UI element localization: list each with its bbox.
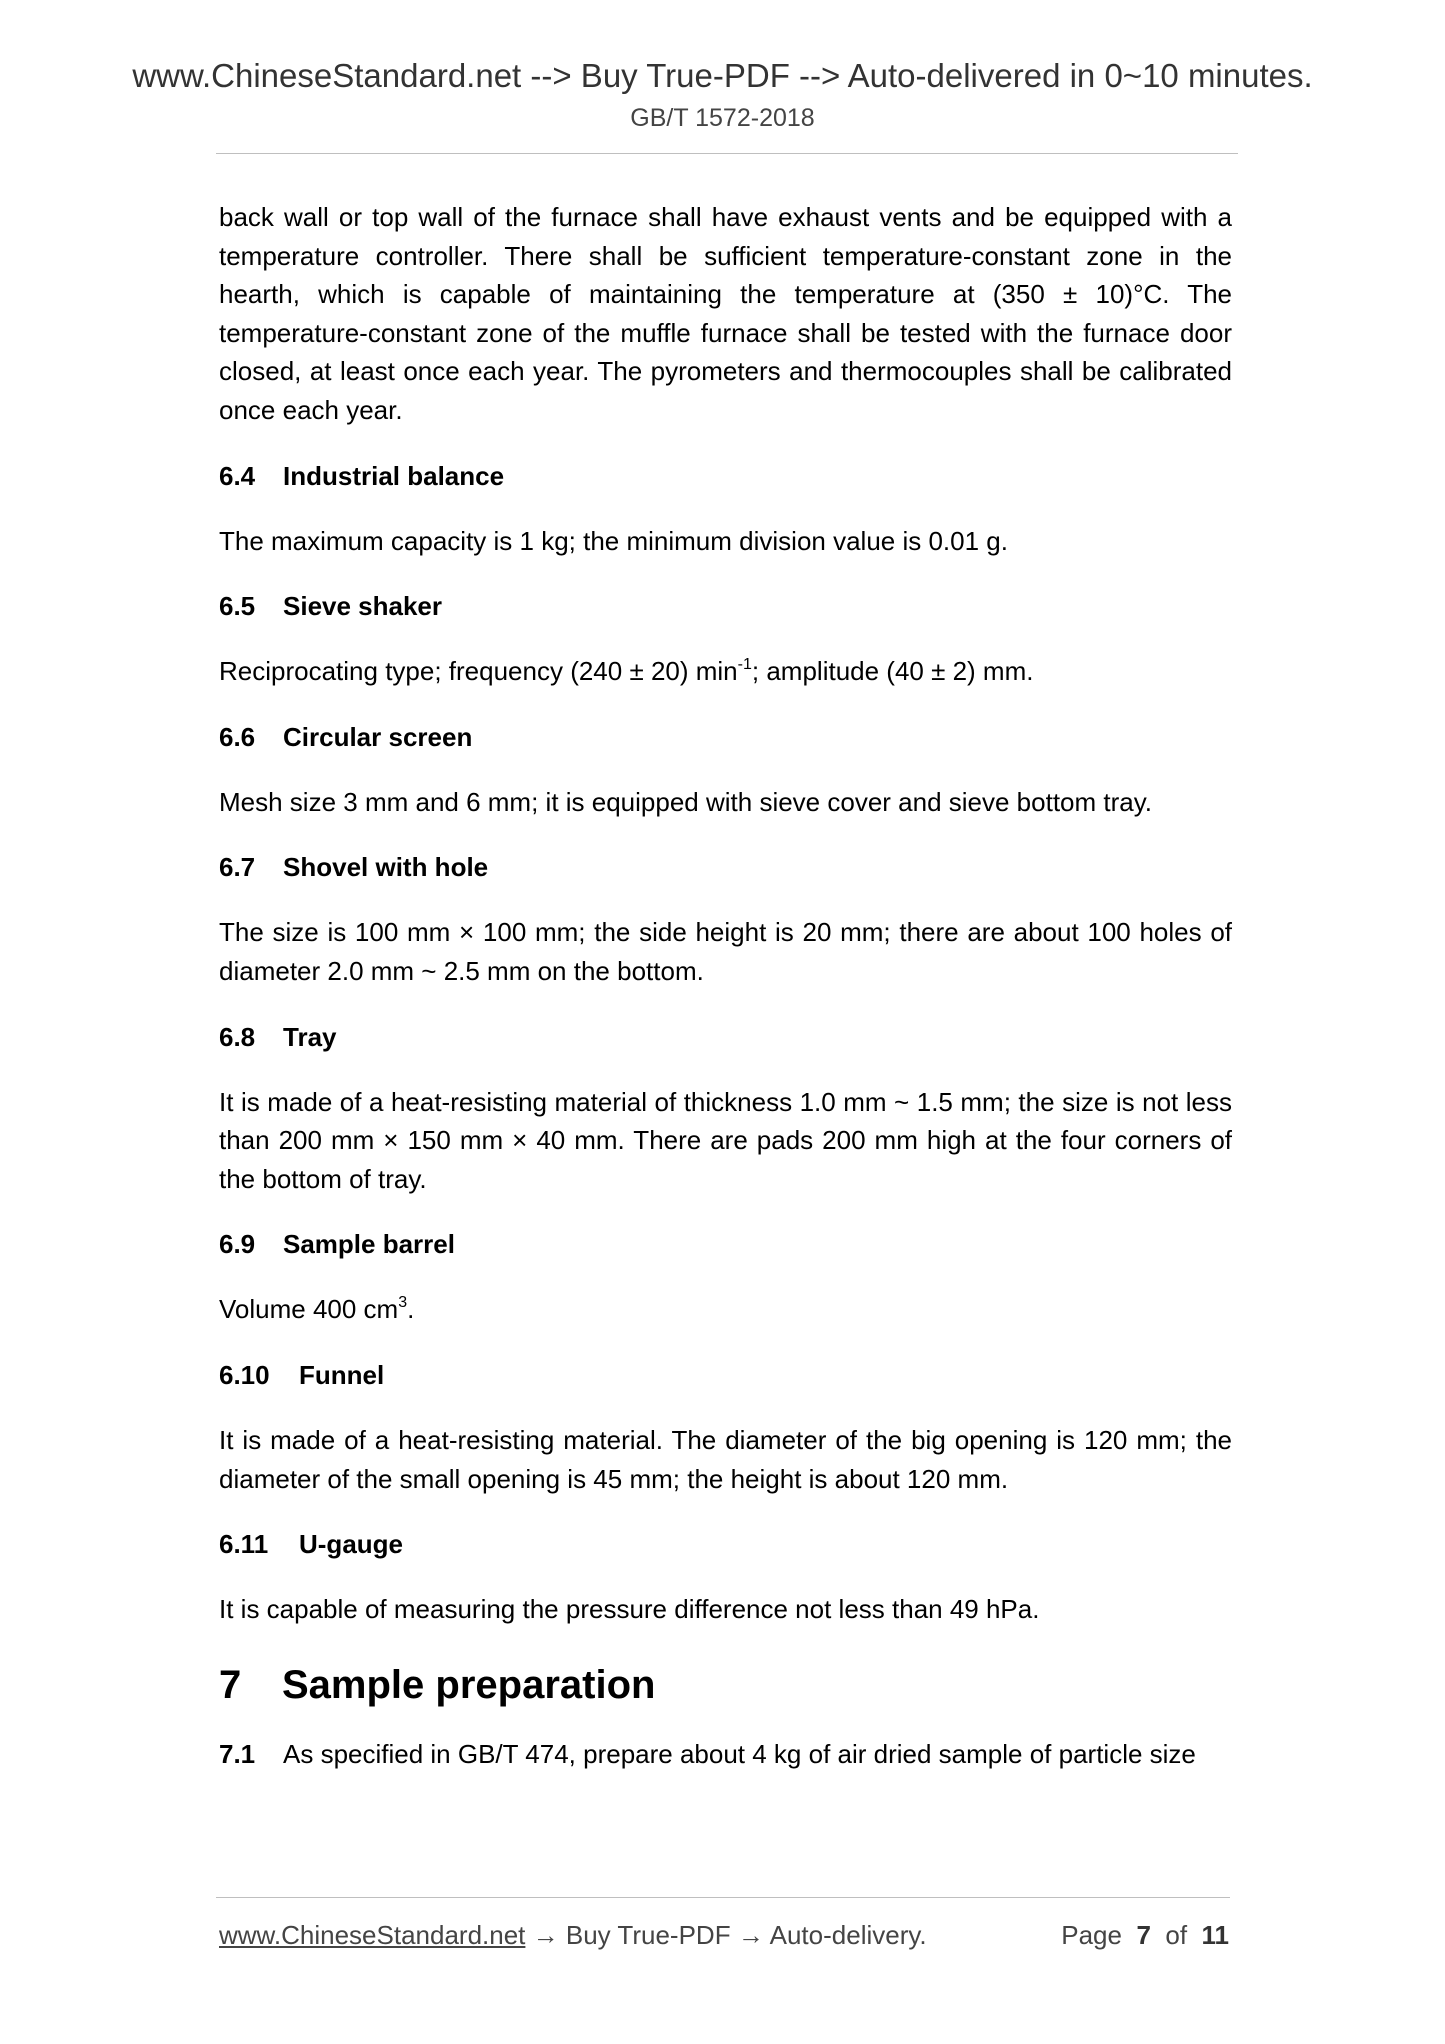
page-body: [219, 198, 1232, 1800]
section-number: 6.5: [219, 591, 256, 622]
clause-number: 7.1: [219, 1738, 256, 1769]
arrow-icon: →: [532, 1920, 559, 1950]
section-number: 6.8: [219, 1021, 256, 1052]
section-6-4-text: The maximum capacity is 1 kg; the minimum division value is 0.01 g.: [219, 525, 1008, 556]
chapter-number: 7: [219, 1662, 242, 1707]
section-6-11-text: It is capable of measuring the pressure difference not less than 49 hPa.: [219, 1594, 1040, 1625]
section-number: 6.11: [219, 1529, 269, 1560]
section-title: Sample barrel: [283, 1229, 455, 1260]
page-word: Page: [1061, 1920, 1122, 1950]
header-divider: [216, 153, 1238, 154]
delivery-text: Auto-delivery.: [769, 1920, 927, 1950]
text-part: ; amplitude (40 ± 2) mm.: [751, 656, 1034, 687]
section-title: U-gauge: [299, 1529, 403, 1560]
document-id: GB/T 1572-2018: [630, 104, 815, 132]
page-current: 7: [1136, 1920, 1151, 1950]
section-6-11-heading: [219, 1525, 1232, 1563]
intro-paragraph: back wall or top wall of the furnace shall have exhaust vents and be equipped with a temperature controller. There shall be sufficient temperature-constant zone in the hearth, which is capable of maintaining the temperature at (350 ± 10)°C. The temperature-constant zone of the muffle furnace shall be tested with the furnace door closed, at least once each year. The pyrometers and thermocouples shall be calibrated once each year.: [219, 202, 1232, 425]
section-6-9-heading: [219, 1225, 1232, 1263]
section-6-10-text: It is made of a heat-resisting material. The diameter of the big opening is 120 mm; the diameter of the small opening is 45 mm; the height is about 120 mm.: [219, 1424, 1232, 1494]
header-banner: www.ChineseStandard.net --> Buy True-PDF --> Auto-delivered in 0~10 minutes.: [132, 57, 1313, 94]
chapter-7-heading: [219, 1659, 1232, 1711]
section-title: Funnel: [299, 1359, 385, 1390]
section-title: Shovel with hole: [283, 852, 489, 883]
footer-divider: [216, 1897, 1230, 1898]
section-title: Industrial balance: [283, 460, 505, 491]
clause-text: As specified in GB/T 474, prepare about 4 kg of air dried sample of particle size: [283, 1738, 1196, 1769]
section-6-7-heading: [219, 848, 1232, 886]
page-total: 11: [1201, 1920, 1229, 1950]
superscript: -1: [737, 655, 752, 673]
section-number: 6.9: [219, 1229, 256, 1260]
section-7-1-text: [219, 1735, 1232, 1774]
section-6-8-text: It is made of a heat-resisting material of thickness 1.0 mm ~ 1.5 mm; the size is not less than 200 mm × 150 mm × 40 mm. There are pads 200 mm high at the four corners of the bottom of tray.: [219, 1086, 1232, 1194]
section-6-5-text: [219, 652, 1232, 691]
section-title: Circular screen: [283, 721, 473, 752]
of-word: of: [1165, 1920, 1188, 1950]
section-number: 6.10: [219, 1359, 270, 1390]
section-6-4-heading: [219, 457, 1232, 495]
section-title: Sieve shaker: [283, 591, 443, 622]
text-part: Reciprocating type; frequency (240 ± 20) min: [219, 656, 738, 687]
section-number: 6.6: [219, 721, 256, 752]
page-indicator: [1061, 1918, 1229, 1952]
section-6-10-heading: [219, 1356, 1232, 1394]
section-6-6-text: Mesh size 3 mm and 6 mm; it is equipped with sieve cover and sieve bottom tray.: [219, 786, 1153, 817]
section-number: 6.4: [219, 460, 256, 491]
text-part: .: [407, 1294, 415, 1325]
section-title: Tray: [283, 1021, 337, 1052]
page-footer: [219, 1918, 1229, 1952]
site-link[interactable]: www.ChineseStandard.net: [219, 1920, 526, 1950]
section-6-7-text: The size is 100 mm × 100 mm; the side height is 20 mm; there are about 100 holes of diameter 2.0 mm ~ 2.5 mm on the bottom.: [219, 917, 1232, 986]
section-6-9-text: [219, 1290, 1232, 1329]
arrow-icon: →: [737, 1920, 764, 1950]
superscript: 3: [398, 1293, 408, 1311]
section-6-6-heading: [219, 718, 1232, 756]
text-part: Volume 400 cm: [219, 1294, 399, 1325]
buy-text: Buy True-PDF: [565, 1920, 731, 1950]
section-6-5-heading: [219, 587, 1232, 625]
section-6-8-heading: [219, 1018, 1232, 1056]
chapter-title: Sample preparation: [282, 1662, 656, 1707]
section-number: 6.7: [219, 852, 256, 883]
